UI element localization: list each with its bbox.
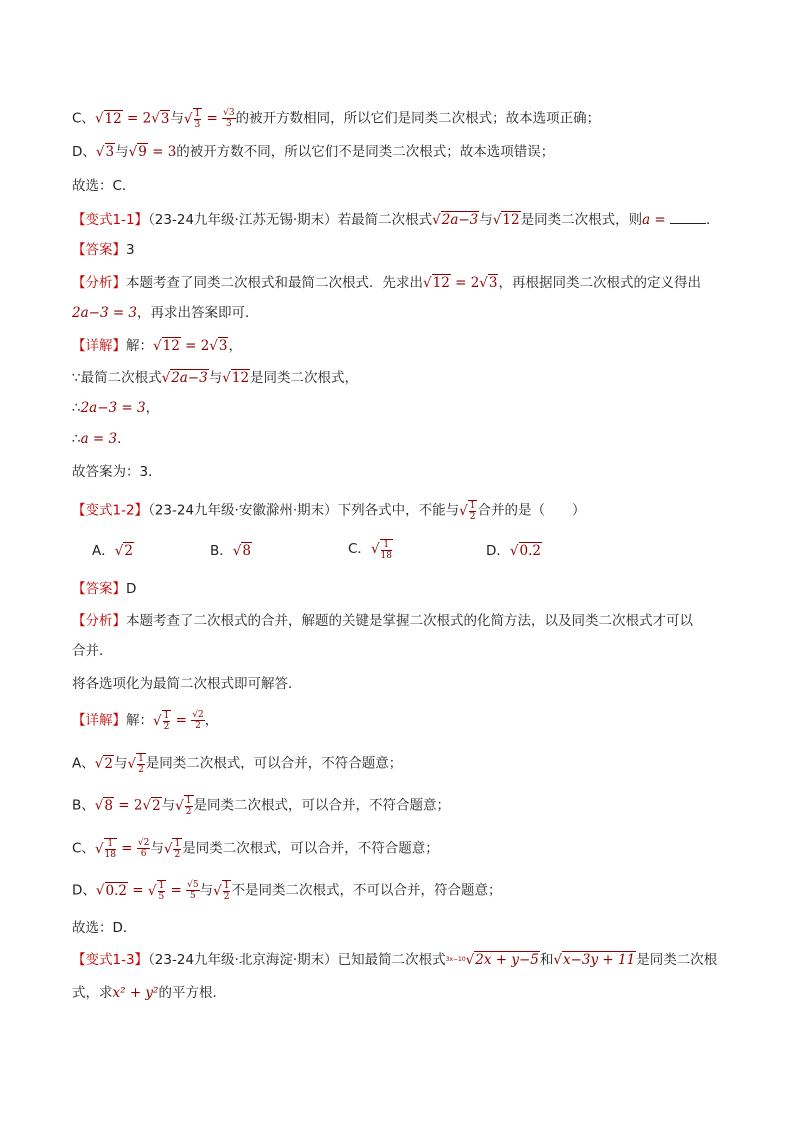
sqrt-2: √2	[114, 543, 133, 559]
sqrt-2a-3: √2a−3	[161, 370, 208, 386]
sqrt-12: √12	[423, 275, 450, 291]
math: =	[650, 212, 671, 228]
sqrt-frac-1-2: √ $\frac{1}{2}$	[175, 796, 192, 817]
label: A．	[92, 543, 115, 559]
sqrt-frac-1-3: √ $\frac{1}{3}$	[183, 109, 201, 130]
sqrt-frac-1-2: √ $\frac{1}{2}$	[163, 839, 181, 860]
text: 与	[150, 840, 164, 857]
analysis-1-cont	[72, 303, 259, 323]
label: D．	[486, 543, 510, 559]
sqrt-frac-1-5: √ $\frac{1}{5}$	[147, 881, 165, 902]
text: 本题考查了二次根式的合并，解题的关键是掌握二次根式的化简方法，以及同类二次根式才可以	[126, 613, 693, 629]
text: 与	[161, 797, 176, 814]
variant-1-3-cont	[72, 983, 226, 1003]
math: =	[202, 110, 223, 127]
detail-option-a	[72, 753, 402, 775]
text: 式，求	[72, 985, 113, 1001]
text: 与	[170, 110, 184, 127]
sqrt-frac-1-2: √ $\frac{1}{2}$	[213, 881, 230, 902]
text: （23-24九年级·安徽滁州·期末）下列各式中，不能与	[148, 502, 460, 519]
math: = 2	[450, 275, 480, 291]
label: C、	[72, 110, 95, 127]
label: A、	[72, 755, 95, 772]
text: 与	[115, 144, 129, 160]
text: 是同类二次根式，可以合并，不符合题意；	[193, 797, 450, 814]
analysis-2-cont: 合并．	[72, 643, 113, 659]
text: 是同类二次根式，可以合并，不符合题意；	[182, 840, 439, 857]
math: = 3	[147, 144, 177, 160]
text: 与	[208, 370, 223, 386]
text: 的被开方数不同，所以它们不是同类二次根式；故本选项错误；	[176, 144, 555, 160]
tag: 【变式1-3】	[72, 952, 149, 968]
value: 3	[126, 242, 135, 258]
math: =	[166, 882, 187, 899]
text: 与	[479, 212, 493, 228]
text: ，	[204, 712, 219, 729]
math: 2a−3 = 3	[72, 305, 138, 321]
step-1	[72, 368, 358, 388]
option-c[interactable]	[348, 538, 393, 561]
math: = 2	[113, 797, 143, 814]
label: D、	[72, 882, 96, 899]
step-2	[72, 398, 159, 418]
root-index: 3x−10	[445, 956, 466, 963]
detail-2	[72, 710, 218, 732]
sqrt-8: √8	[232, 543, 251, 559]
text: 本题考查了同类二次根式和最简二次根式．先求出	[126, 275, 423, 291]
sqrt-frac-1-2: √ $\frac{1}{2}$	[153, 711, 170, 732]
answer-2	[72, 579, 136, 599]
sqrt-3: √3	[479, 275, 498, 291]
text: ∴	[72, 431, 81, 447]
text: 不是同类二次根式，不可以合并，符合题意；	[231, 882, 502, 899]
option-d[interactable]	[486, 540, 542, 562]
choice-d: 故选：D．	[72, 920, 137, 936]
tag: 【详解】	[72, 712, 126, 729]
text: ，再根据同类二次根式的定义得出	[498, 275, 701, 291]
tag: 【答案】	[72, 242, 126, 258]
line-option-c-analysis	[72, 108, 600, 130]
math: =	[171, 712, 192, 729]
text: ，再求出答案即可．	[137, 305, 259, 321]
var-a: a	[642, 212, 651, 228]
sqrt-9: √9	[128, 144, 147, 160]
detail-1	[72, 336, 242, 356]
frac-root2-6: $\frac{√2}{6}$	[137, 838, 150, 859]
math: 2a−3 = 3	[80, 400, 146, 416]
tag: 【详解】	[72, 338, 126, 354]
sqrt-3: √3	[151, 110, 170, 127]
text: （23-24九年级·江苏无锡·期末）若最简二次根式	[148, 212, 433, 228]
text: 是同类二次根	[636, 952, 718, 968]
step-3	[72, 429, 131, 449]
tag: 【分析】	[72, 275, 126, 291]
sqrt-0-2: √0.2	[509, 543, 541, 559]
text: 与	[113, 755, 128, 772]
detail-option-b	[72, 795, 450, 817]
label: B．	[210, 543, 233, 559]
label: B、	[72, 797, 95, 814]
sqrt-12: √12	[492, 212, 520, 228]
analysis-1	[72, 273, 701, 293]
text: 的平方根．	[158, 985, 226, 1001]
math: = 2	[180, 338, 210, 354]
text: ，	[228, 338, 242, 354]
text: 与	[199, 882, 214, 899]
sqrt-12: √12	[153, 338, 180, 354]
value: D	[126, 581, 137, 597]
frac-root5-5: $\frac{√5}{5}$	[187, 880, 199, 901]
answer-1	[72, 240, 135, 260]
text: 和	[539, 952, 554, 968]
tag: 【分析】	[72, 613, 126, 629]
text: ．	[706, 212, 720, 228]
frac-root2-2: $\frac{√2}{2}$	[192, 710, 204, 731]
math: a = 3	[80, 431, 118, 447]
sqrt-2a-3: √2a−3	[432, 212, 479, 228]
answer-blank	[670, 209, 706, 224]
detail-option-c	[72, 838, 439, 860]
variant-1-2	[72, 500, 585, 522]
text: 合并的是（ ）	[477, 502, 586, 519]
sqrt-frac-1-18: √ $\frac{1}{18}$	[94, 839, 116, 860]
sqrt-12: √12	[94, 110, 122, 127]
sqrt-12: √12	[222, 370, 250, 386]
label: C、	[72, 840, 95, 857]
text: 解：	[126, 712, 153, 729]
sqrt-2: √2	[142, 797, 161, 814]
tag: 【变式1-2】	[72, 502, 149, 519]
frac-root3-3: $\frac{√3}{3}$	[223, 108, 235, 129]
sqrt-frac-1-18: √ $\frac{1}{18}$	[370, 539, 392, 561]
root-2x-y-5: √2x + y−5	[465, 952, 539, 968]
sqrt-2: √2	[94, 755, 113, 772]
math: x² + y²	[112, 985, 159, 1001]
choice-c: 故选：C．	[72, 178, 136, 194]
detail-option-d	[72, 880, 501, 902]
option-a[interactable]	[92, 540, 134, 562]
variant-1-3	[72, 950, 717, 970]
text: 的被开方数相同，所以它们是同类二次根式；故本选项正确；	[235, 110, 601, 127]
text: ，	[145, 400, 160, 416]
tag: 【答案】	[72, 581, 126, 597]
tag: 【变式1-1】	[72, 212, 149, 228]
sqrt-x-3y-11: √x−3y + 11	[553, 952, 636, 968]
text: 是同类二次根式，	[250, 370, 359, 386]
analysis-2-cont2: 将各选项化为最简二次根式即可解答．	[72, 676, 302, 692]
label: C．	[348, 541, 371, 557]
variant-1-1	[72, 209, 720, 230]
math: = 2	[122, 110, 152, 127]
text: 是同类二次根式，可以合并，不符合题意；	[145, 755, 403, 772]
sqrt-8: √8	[94, 797, 113, 814]
sqrt-0-2: √0.2	[95, 882, 127, 899]
label: D、	[72, 144, 96, 160]
math: =	[117, 840, 137, 857]
result-1: 故答案为：3．	[72, 464, 162, 480]
text: 解：	[126, 338, 153, 354]
sqrt-3: √3	[209, 338, 228, 354]
math: =	[128, 882, 148, 899]
analysis-2	[72, 611, 693, 631]
sqrt-frac-1-2: √ $\frac{1}{2}$	[459, 501, 476, 522]
sqrt-frac-1-2: √ $\frac{1}{2}$	[127, 754, 144, 775]
line-option-d-analysis	[72, 142, 554, 162]
text: ∴	[72, 400, 81, 416]
option-b[interactable]	[210, 540, 252, 562]
text: 是同类二次根式，则	[520, 212, 643, 228]
sqrt-3: √3	[95, 144, 115, 160]
text: ∵最简二次根式	[72, 370, 162, 386]
text: （23-24九年级·北京海淀·期末）已知最简二次根式	[148, 952, 446, 968]
text: ．	[117, 431, 131, 447]
